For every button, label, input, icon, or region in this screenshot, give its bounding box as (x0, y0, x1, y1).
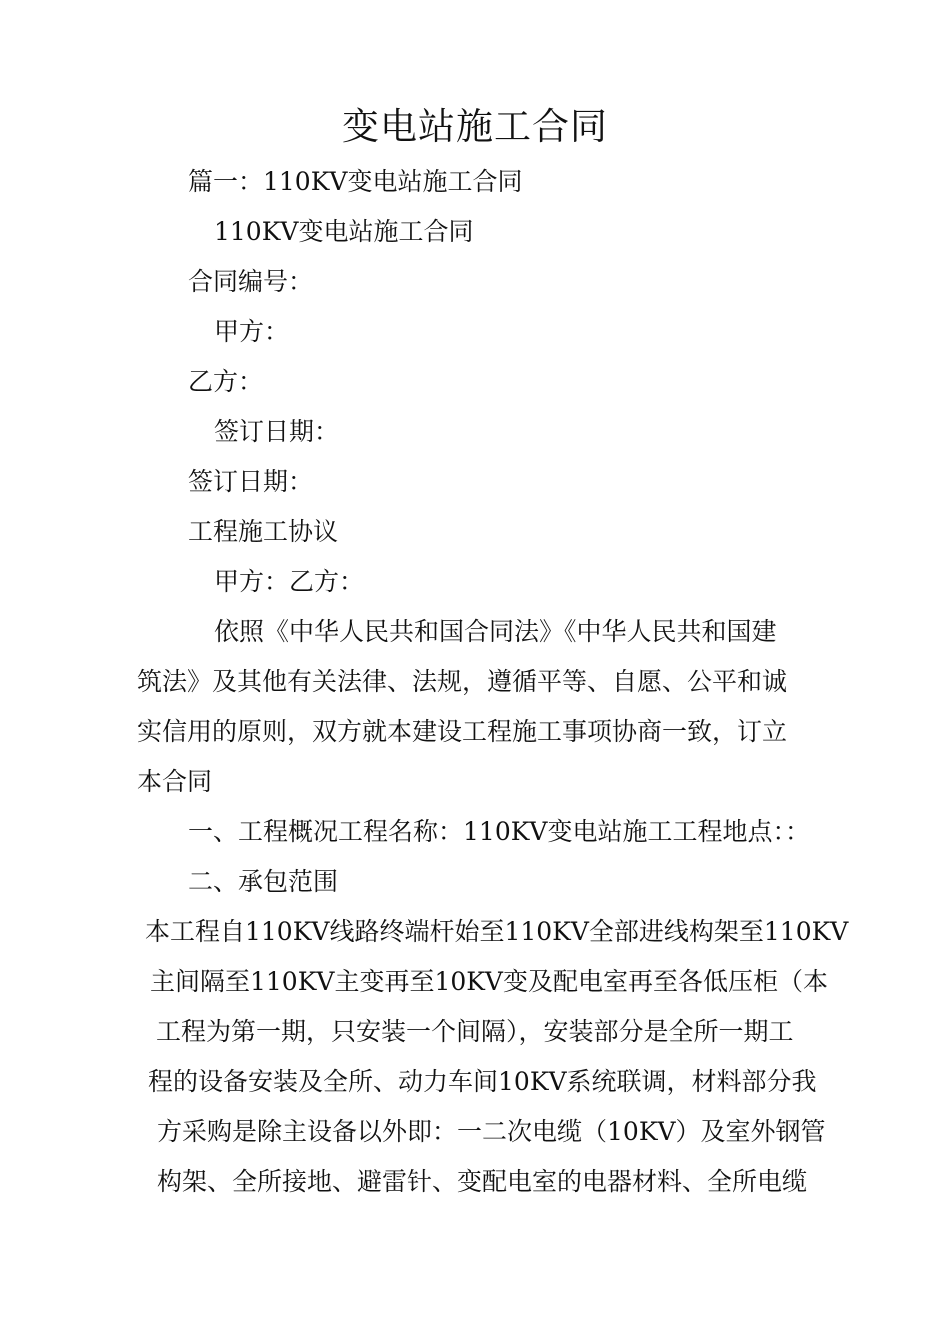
contract-subtitle: 110KV变电站施工合同 (214, 217, 474, 246)
preamble-line-3: 实信用的原则，双方就本建设工程施工事项协商一致，订立 (137, 717, 788, 746)
party-a-label: 甲方： (214, 317, 290, 346)
clause-1-overview: 一、工程概况工程名称：110KV变电站施工工程地点：： (188, 817, 810, 846)
preamble-line-1: 依照《中华人民共和国合同法》《中华人民共和国建 (214, 617, 777, 646)
signing-date-label: 签订日期： (214, 417, 340, 446)
section-heading-1: 篇一：110KV变电站施工合同 (188, 167, 523, 196)
agreement-heading: 工程施工协议 (188, 517, 339, 546)
preamble-line-4: 本合同 (137, 767, 213, 796)
preamble-line-2: 筑法》及其他有关法律、法规，遵循平等、自愿、公平和诚 (137, 667, 788, 696)
parties-line: 甲方：乙方： (214, 567, 365, 596)
scope-line-2: 主间隔至110KV主变再至10KV变及配电室再至各低压柜（本 (150, 967, 828, 996)
scope-line-1: 本工程自110KV线路终端杆始至110KV全部进线构架至110KV (145, 917, 849, 946)
clause-2-heading: 二、承包范围 (188, 867, 339, 896)
document-title: 变电站施工合同 (342, 105, 608, 148)
scope-line-4: 程的设备安装及全所、动力车间10KV系统联调，材料部分我 (148, 1067, 817, 1096)
scope-line-3: 工程为第一期，只安装一个间隔），安装部分是全所一期工 (156, 1017, 794, 1046)
contract-number-label: 合同编号： (188, 267, 314, 296)
party-b-label: 乙方： (188, 367, 264, 396)
signing-date-label-2: 签订日期： (188, 467, 314, 496)
scope-line-5: 方采购是除主设备以外即：一二次电缆（10KV）及室外钢管 (157, 1117, 826, 1146)
scope-line-6: 构架、全所接地、避雷针、变配电室的电器材料、全所电缆 (157, 1167, 808, 1196)
